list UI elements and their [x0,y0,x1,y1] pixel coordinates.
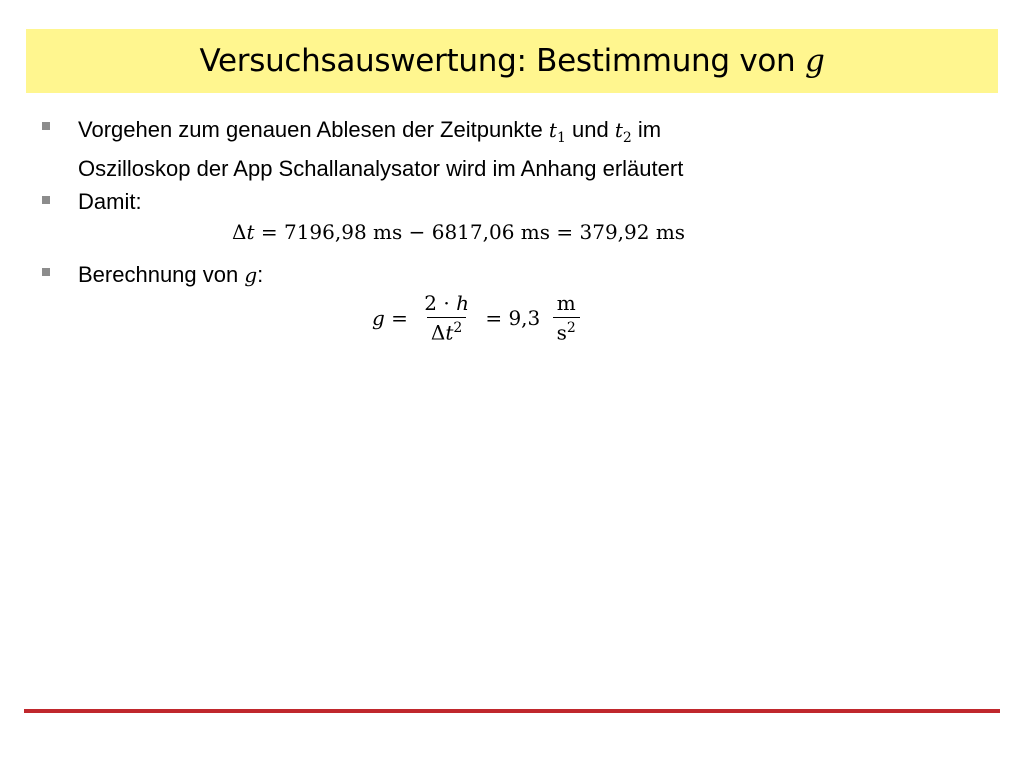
variable-t2 [614,118,632,146]
variable-t1-subscript: 1 [556,130,566,146]
variable-t2-subscript: 2 [622,130,632,146]
eq-g-lhs: g [372,305,385,330]
denominator-exponent: 2 [453,320,463,336]
unit-denominator-exponent: 2 [566,320,576,336]
bullet-1-line-2: Oszilloskop der App Schallanalysator wird im Anhang erläutert [78,156,684,181]
bullet-1-text-a: Vorgehen zum genauen Ablesen der Zeitpunkte [78,117,549,142]
bullet-1-line-1 [78,113,683,155]
bullet-marker-1 [42,122,50,130]
title-bar [26,29,998,93]
bullet-text-3 [78,258,263,292]
unit-numerator: m [556,291,576,315]
variable-t1 [548,118,566,146]
delta-t-variable: t [246,220,255,244]
bullet-text-2: Damit: [78,189,142,214]
unit-denominator-s: s [556,320,567,345]
bullet-text-1 [78,113,683,185]
delta-symbol: Δ [232,220,247,244]
bullet-1-text-and: und [565,117,615,142]
equation-g [372,291,586,345]
slide-title [200,43,825,79]
unit-denominator [553,317,580,345]
eq-g-equals-1: = [384,305,415,330]
bottom-divider-line [24,709,1000,713]
fraction-numerator [420,291,473,317]
fraction-denominator [427,317,466,345]
variable-t2-symbol: t [614,118,623,142]
denominator-t: t [445,320,454,345]
numerator-factor: 2 · [424,291,457,315]
variable-t1-symbol: t [548,118,557,142]
eq-g-equals-2: = 9,3 [478,305,547,330]
unit-fraction [553,291,580,345]
delta-t-rhs: = 7196,98 ms − 6817,06 ms = 379,92 ms [254,220,686,244]
bullet-marker-3 [42,268,50,276]
bullet-3-suffix: : [257,262,264,287]
fraction-2h-over-dt2 [420,291,473,345]
bullet-3-variable-g: g [244,263,258,287]
bullet-marker-2 [42,196,50,204]
denominator-delta: Δ [430,320,446,345]
bullet-1-text-b: im [631,117,662,142]
numerator-h: h [456,291,469,315]
slide-title-variable: g [804,43,825,79]
slide-title-text: Versuchsauswertung: Bestimmung von [199,43,805,79]
equation-delta-t [232,220,685,244]
bullet-3-text: Berechnung von [78,262,245,287]
